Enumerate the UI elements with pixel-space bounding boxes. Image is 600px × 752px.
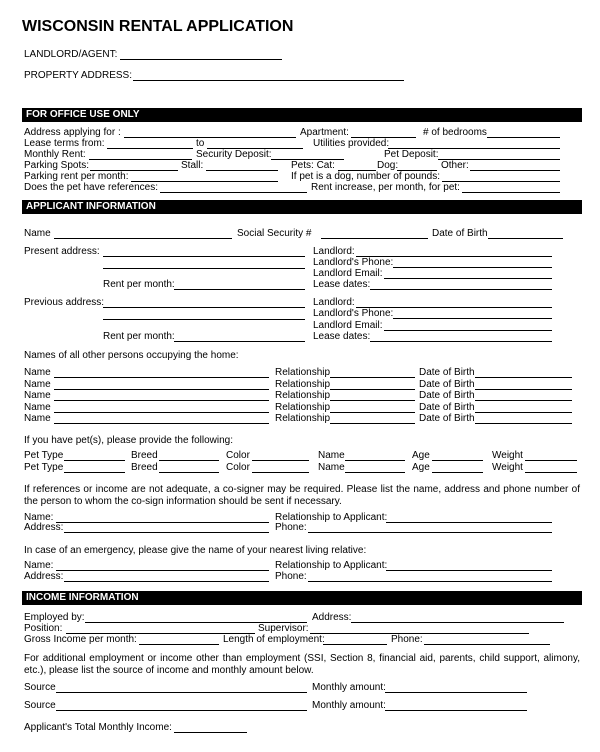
occupant-relationship-label: Relationship — [275, 367, 331, 378]
occupant-name-label: Name — [24, 401, 51, 413]
pet-age-field[interactable] — [432, 460, 483, 461]
applicant-dob-field[interactable] — [488, 238, 563, 239]
cosigner-intro: If references or income are not adequate, a co-signer may be required. Please list the name, address and phone number of the person to whom the co-sign information should be sent if necessary. — [24, 484, 580, 507]
occupant-relationship-field[interactable] — [330, 423, 415, 424]
pet-age-field[interactable] — [432, 472, 483, 473]
cosigner-address-field[interactable] — [64, 532, 269, 533]
monthly-amount2-label: Monthly amount: — [312, 700, 386, 711]
lease-from-label: Lease terms from: — [24, 138, 105, 149]
employer-phone-field[interactable] — [424, 644, 550, 645]
source1-label: Source — [24, 682, 56, 693]
pet-breed-field[interactable] — [159, 460, 219, 461]
pet-breed-label: Breed — [131, 461, 158, 473]
occupant-dob-field[interactable] — [475, 389, 572, 390]
emergency-address-field[interactable] — [64, 581, 269, 582]
bedrooms-label: # of bedrooms — [423, 127, 487, 138]
pet-name-field[interactable] — [345, 472, 405, 473]
previous-landlord-email-field[interactable] — [384, 330, 552, 331]
apartment-label: Apartment: — [300, 127, 349, 138]
monthly-amount2-field[interactable] — [385, 710, 527, 711]
pet-references-field[interactable] — [160, 192, 307, 193]
present-lease-dates-label: Lease dates: — [313, 279, 371, 290]
source1-field[interactable] — [56, 692, 307, 693]
occupant-name-field[interactable] — [54, 377, 269, 378]
pet-type-label: Pet Type — [24, 450, 64, 461]
occupants-intro: Names of all other persons occupying the home: — [24, 350, 239, 361]
cosigner-relationship-label: Relationship to Applicant: — [275, 512, 388, 523]
previous-rent-field[interactable] — [174, 341, 305, 342]
emergency-name-field[interactable] — [56, 570, 269, 571]
source2-label: Source — [24, 700, 56, 711]
pet-age-label: Age — [412, 450, 430, 461]
security-deposit-label: Security Deposit: — [196, 149, 272, 160]
lease-to-label: to — [196, 138, 205, 149]
supervisor-label: Supervisor: — [258, 623, 309, 634]
pet-breed-field[interactable] — [159, 472, 219, 473]
occupant-dob-field[interactable] — [475, 423, 572, 424]
pet-weight-field[interactable] — [525, 472, 577, 473]
occupant-name-field[interactable] — [54, 412, 269, 413]
pets-intro: If you have pet(s), please provide the following: — [24, 435, 234, 446]
property-address-field[interactable] — [133, 80, 404, 81]
pet-breed-label: Breed — [131, 450, 158, 461]
emergency-name-label: Name: — [24, 560, 54, 571]
occupant-dob-label: Date of Birth — [419, 390, 475, 401]
bedrooms-field[interactable] — [487, 137, 560, 138]
lease-from-field[interactable] — [107, 148, 193, 149]
occupant-dob-field[interactable] — [475, 377, 572, 378]
other-field[interactable] — [470, 170, 560, 171]
income-info-header — [22, 591, 582, 605]
pet-type-field[interactable] — [64, 472, 125, 473]
present-landlord-email-field[interactable] — [384, 278, 552, 279]
pet-age-label: Age — [412, 461, 430, 473]
occupant-relationship-label: Relationship — [275, 378, 331, 390]
cosigner-name-field[interactable] — [56, 522, 269, 523]
previous-landlord-phone-label: Landlord's Phone: — [313, 308, 394, 319]
occupant-dob-field[interactable] — [475, 412, 572, 413]
emergency-phone-field[interactable] — [308, 581, 552, 582]
pet-name-field[interactable] — [345, 460, 405, 461]
total-income-field[interactable] — [174, 732, 247, 733]
total-income-label: Applicant's Total Monthly Income: — [24, 722, 172, 733]
employer-phone-label: Phone: — [391, 634, 423, 645]
present-lease-dates-field[interactable] — [370, 289, 552, 290]
section-heading-text: APPLICANT INFORMATION — [26, 201, 156, 212]
occupant-name-field[interactable] — [54, 423, 269, 424]
section-heading-text: INCOME INFORMATION — [26, 592, 139, 603]
employer-address-field[interactable] — [351, 622, 564, 623]
employer-address-label: Address: — [312, 612, 352, 623]
previous-rent-label: Rent per month: — [103, 331, 175, 342]
stall-label: Stall: — [181, 160, 204, 171]
emergency-phone-label: Phone: — [275, 571, 307, 582]
cosigner-phone-field[interactable] — [308, 532, 552, 533]
occupant-relationship-field[interactable] — [330, 400, 415, 401]
employment-length-label: Length of employment: — [223, 634, 325, 645]
rent-increase-label: Rent increase, per month, for pet: — [311, 182, 460, 193]
pet-type-label: Pet Type — [24, 461, 64, 473]
occupant-name-label: Name — [24, 367, 51, 378]
pets-cat-label: Pets: Cat: — [291, 160, 335, 171]
previous-landlord-email-label: Landlord Email: — [313, 320, 383, 331]
previous-landlord-phone-field[interactable] — [393, 318, 552, 319]
parking-rent-label: Parking rent per month: — [24, 171, 129, 182]
monthly-amount1-field[interactable] — [385, 692, 527, 693]
section-heading-text: FOR OFFICE USE ONLY — [26, 109, 140, 120]
present-rent-field[interactable] — [174, 289, 305, 290]
employed-by-label: Employed by: — [24, 612, 85, 623]
previous-address-line1[interactable] — [103, 307, 305, 308]
address-applying-label: Address applying for : — [24, 127, 121, 138]
present-landlord-label: Landlord: — [313, 246, 355, 257]
pet-weight-label: Weight — [492, 450, 523, 461]
occupant-relationship-label: Relationship — [275, 401, 331, 413]
occupant-name-label: Name — [24, 413, 51, 424]
present-address-line1[interactable] — [103, 256, 305, 257]
source2-field[interactable] — [56, 710, 307, 711]
occupant-name-label: Name — [24, 390, 51, 401]
property-address-label: PROPERTY ADDRESS: — [24, 70, 132, 81]
occupant-dob-label: Date of Birth — [419, 413, 475, 424]
occupant-relationship-field[interactable] — [330, 412, 415, 413]
pet-references-label: Does the pet have references: — [24, 182, 158, 193]
emergency-relationship-label: Relationship to Applicant: — [275, 560, 388, 571]
utilities-label: Utilities provided: — [313, 138, 390, 149]
cosigner-name-label: Name: — [24, 512, 54, 523]
applicant-info-header — [22, 200, 582, 214]
applicant-dob-label: Date of Birth — [432, 228, 488, 239]
emergency-address-label: Address: — [24, 571, 64, 582]
monthly-rent-field[interactable] — [89, 159, 192, 160]
ssn-field[interactable] — [321, 238, 428, 239]
present-landlord-phone-field[interactable] — [393, 267, 552, 268]
pet-color-field[interactable] — [252, 460, 309, 461]
dog-pounds-label: If pet is a dog, number of pounds: — [291, 171, 440, 182]
occupant-relationship-field[interactable] — [330, 377, 415, 378]
occupant-dob-label: Date of Birth — [419, 378, 475, 390]
rent-increase-field[interactable] — [462, 192, 560, 193]
occupant-relationship-label: Relationship — [275, 413, 331, 424]
previous-address-line2[interactable] — [103, 319, 305, 320]
present-landlord-phone-label: Landlord's Phone: — [313, 257, 394, 268]
cosigner-relationship-field[interactable] — [386, 522, 552, 523]
applicant-name-field[interactable] — [54, 238, 232, 239]
pet-deposit-label: Pet Deposit: — [384, 149, 439, 160]
position-label: Position: — [24, 623, 63, 634]
gross-income-label: Gross Income per month: — [24, 634, 137, 645]
parking-spots-label: Parking Spots: — [24, 160, 90, 171]
pet-name-label: Name — [318, 461, 345, 473]
landlord-agent-field[interactable] — [120, 59, 282, 60]
monthly-rent-label: Monthly Rent: — [24, 149, 86, 160]
present-address-label: Present address: — [24, 246, 100, 257]
previous-landlord-label: Landlord: — [313, 297, 355, 308]
pet-type-field[interactable] — [64, 460, 125, 461]
pet-weight-field[interactable] — [525, 460, 577, 461]
other-label: Other: — [441, 160, 469, 171]
previous-lease-dates-label: Lease dates: — [313, 331, 371, 342]
employment-length-field[interactable] — [323, 644, 387, 645]
present-rent-label: Rent per month: — [103, 279, 175, 290]
occupant-dob-label: Date of Birth — [419, 401, 475, 413]
pet-color-label: Color — [226, 450, 250, 461]
previous-lease-dates-field[interactable] — [370, 341, 552, 342]
occupant-name-field[interactable] — [54, 389, 269, 390]
previous-address-label: Previous address: — [24, 297, 105, 308]
emergency-intro: In case of an emergency, please give the name of your nearest living relative: — [24, 545, 367, 556]
occupant-dob-label: Date of Birth — [419, 367, 475, 378]
pet-color-field[interactable] — [252, 472, 309, 473]
page-title: WISCONSIN RENTAL APPLICATION — [22, 18, 294, 35]
cosigner-address-label: Address: — [24, 522, 64, 533]
monthly-amount1-label: Monthly amount: — [312, 682, 386, 693]
pet-color-label: Color — [226, 461, 250, 473]
landlord-agent-label: LANDLORD/AGENT: — [24, 49, 118, 60]
occupant-name-field[interactable] — [54, 400, 269, 401]
present-address-line2[interactable] — [103, 268, 305, 269]
occupant-relationship-field[interactable] — [330, 389, 415, 390]
occupant-dob-field[interactable] — [475, 400, 572, 401]
pet-weight-label: Weight — [492, 461, 523, 473]
applicant-name-label: Name — [24, 228, 51, 239]
stall-field[interactable] — [206, 170, 278, 171]
address-applying-field[interactable] — [124, 137, 296, 138]
ssn-label: Social Security # — [237, 228, 312, 239]
occupant-name-label: Name — [24, 378, 51, 390]
dog-label: Dog: — [377, 160, 399, 171]
pet-name-label: Name — [318, 450, 345, 461]
emergency-relationship-field[interactable] — [386, 570, 552, 571]
occupant-relationship-label: Relationship — [275, 390, 331, 401]
present-landlord-email-label: Landlord Email: — [313, 268, 383, 279]
cosigner-phone-label: Phone: — [275, 522, 307, 533]
office-use-header — [22, 108, 582, 122]
gross-income-field[interactable] — [139, 644, 219, 645]
additional-income-intro: For additional employment or income other than employment (SSI, Section 8, financial aid, parents, child support, alimony, etc.), please list the source of income and monthly amount below. — [24, 653, 580, 676]
